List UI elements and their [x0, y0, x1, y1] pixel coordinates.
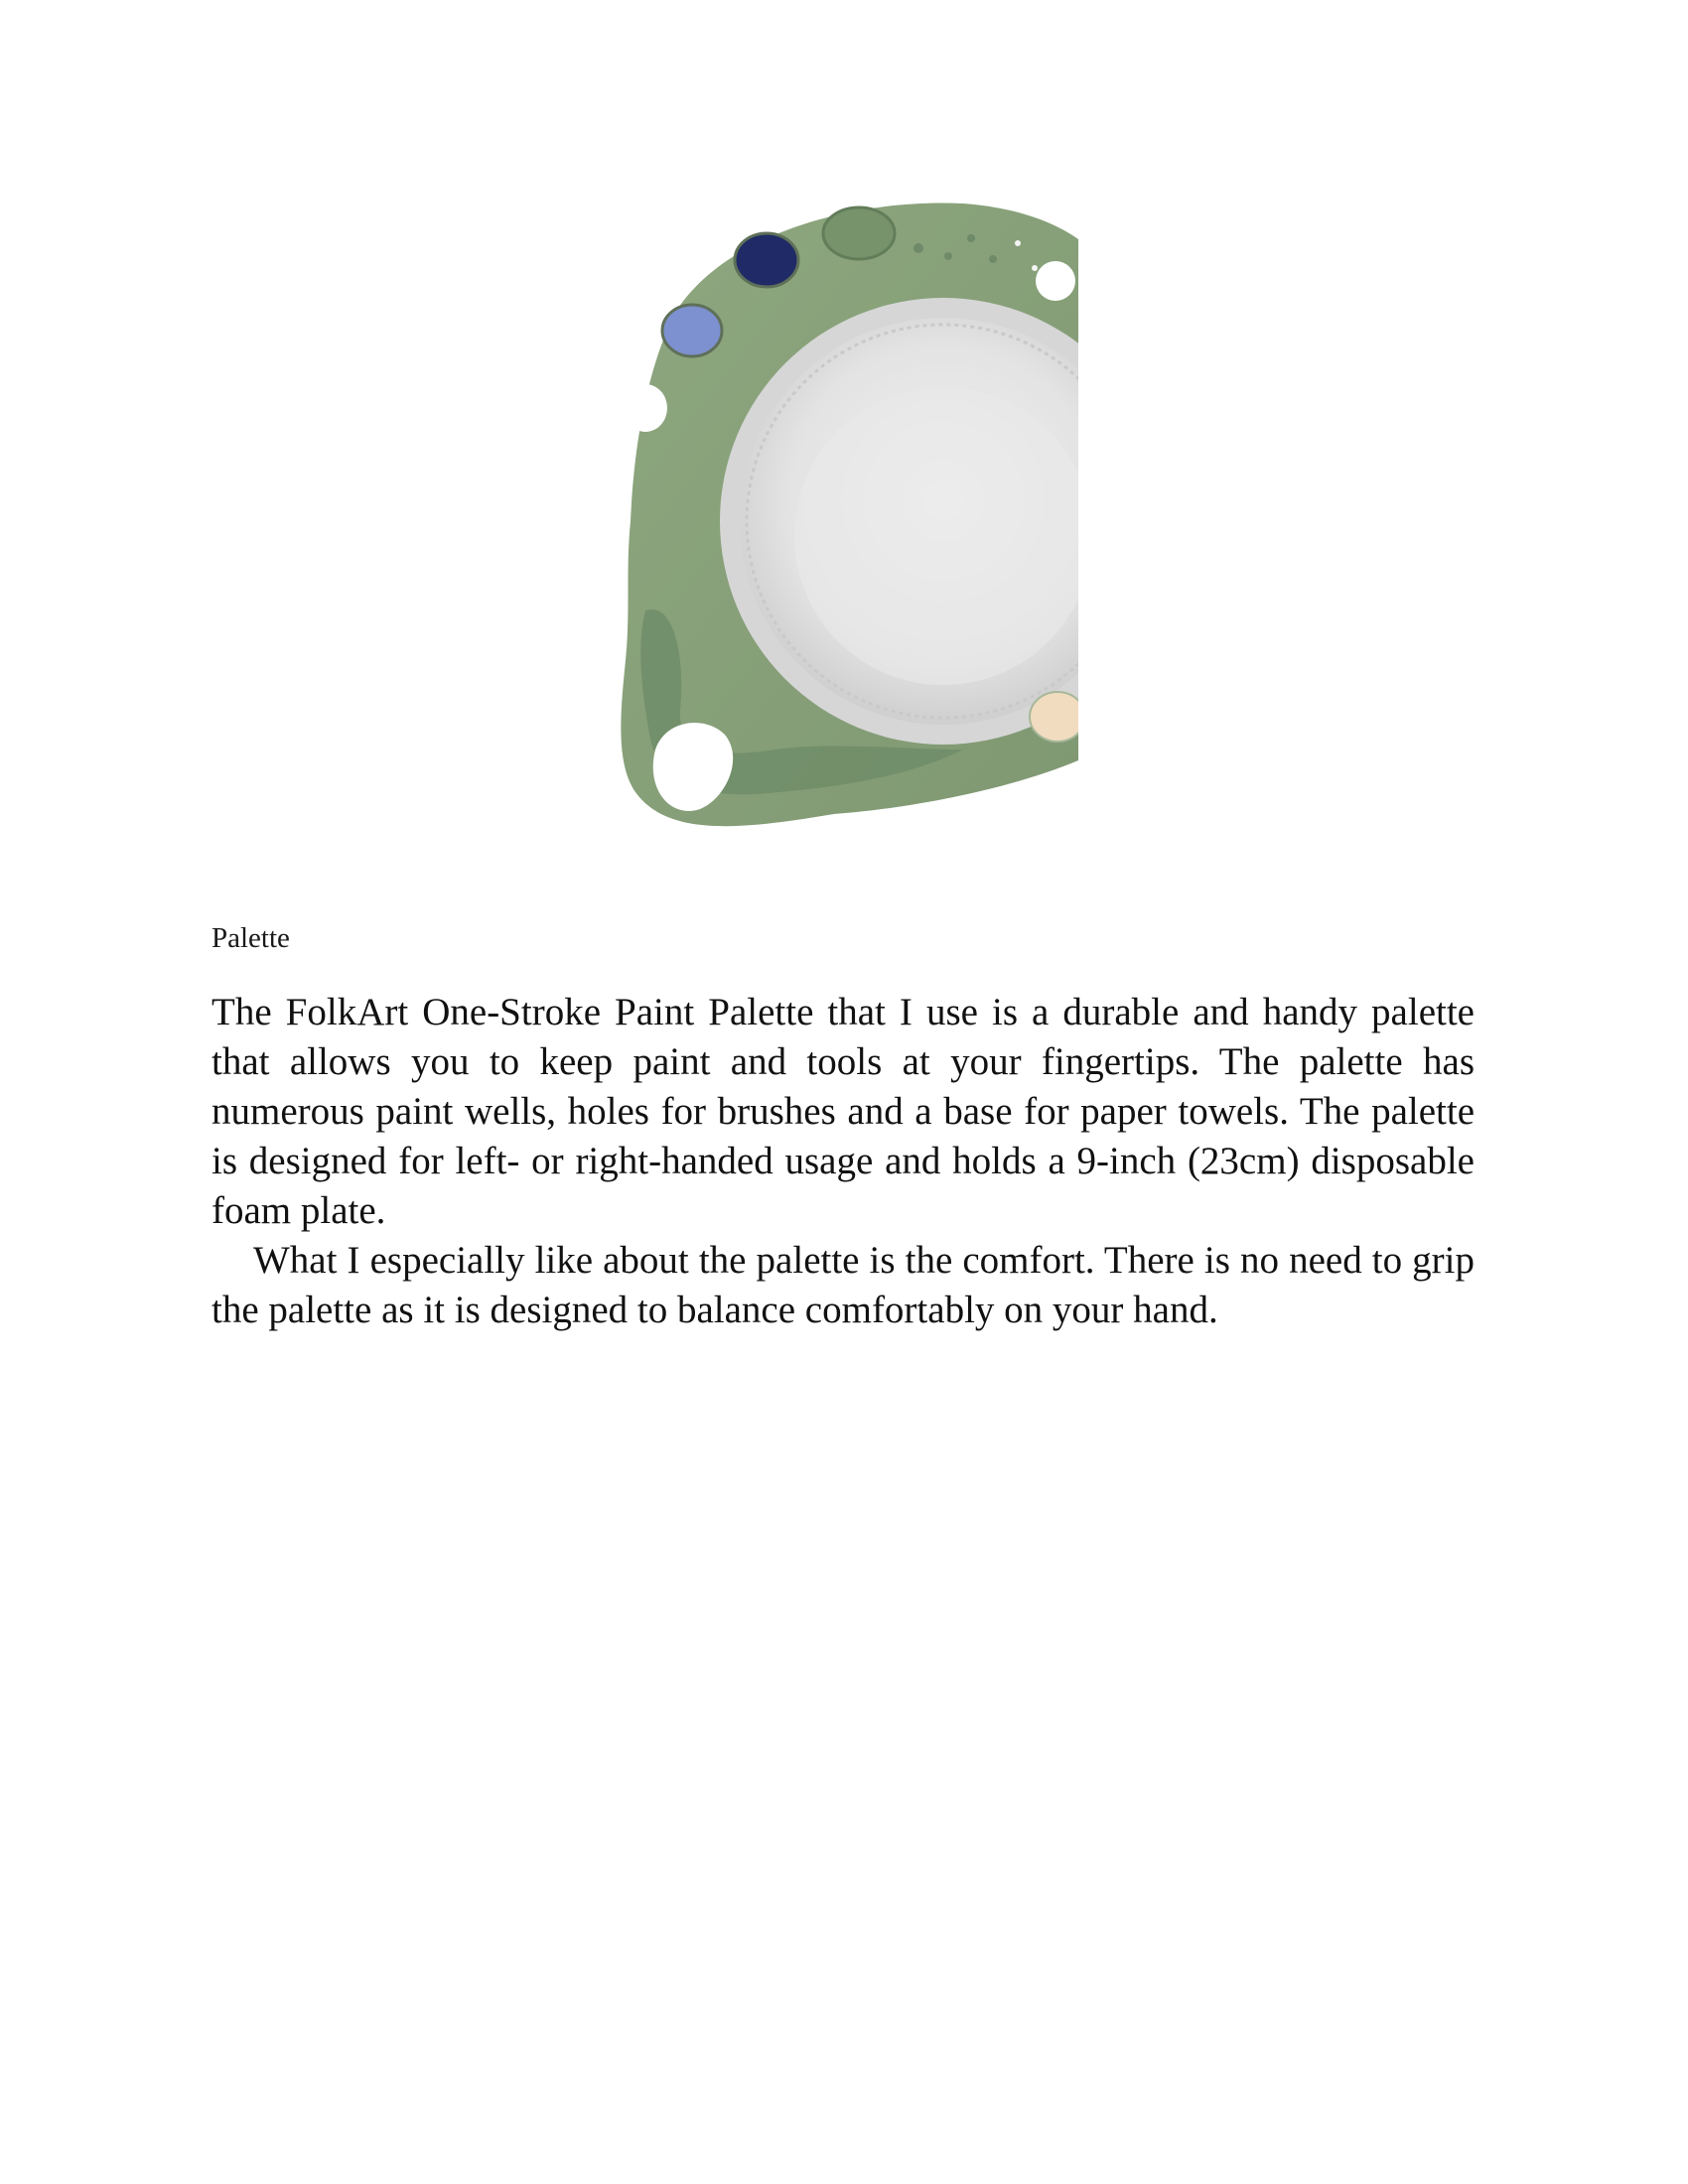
paint-well-green	[823, 207, 895, 259]
body-text	[211, 988, 1475, 1335]
tool-hole	[944, 252, 952, 260]
paragraph-2: What I especially like about the palette is the comfort. There is no need to grip the palette as it is designed to balance comfortably on your hand.	[211, 1239, 1475, 1331]
brush-hole	[624, 384, 667, 432]
tool-hole	[989, 255, 997, 263]
paint-well-blue	[662, 305, 722, 356]
palette-figure	[606, 194, 1082, 849]
tool-hole	[914, 243, 923, 253]
tool-hole	[1032, 265, 1038, 271]
palette-illustration	[606, 194, 1082, 849]
tool-hole	[1015, 240, 1021, 246]
tool-hole	[967, 234, 975, 242]
foam-plate-center	[794, 387, 1082, 685]
paint-well-peach	[1030, 692, 1082, 742]
paint-well-navy	[735, 233, 798, 287]
brush-hole	[1036, 261, 1075, 301]
paragraph-1: The FolkArt One-Stroke Paint Palette that I use is a durable and handy palette that allows you to keep paint and tools at your fingertips. The palette has numerous paint wells, holes for brushes and a base for paper towels. The palette is designed for left- or right-handed usage and holds a 9-inch (23cm) disposable foam plate.	[211, 991, 1475, 1232]
figure-caption: Palette	[211, 922, 290, 954]
